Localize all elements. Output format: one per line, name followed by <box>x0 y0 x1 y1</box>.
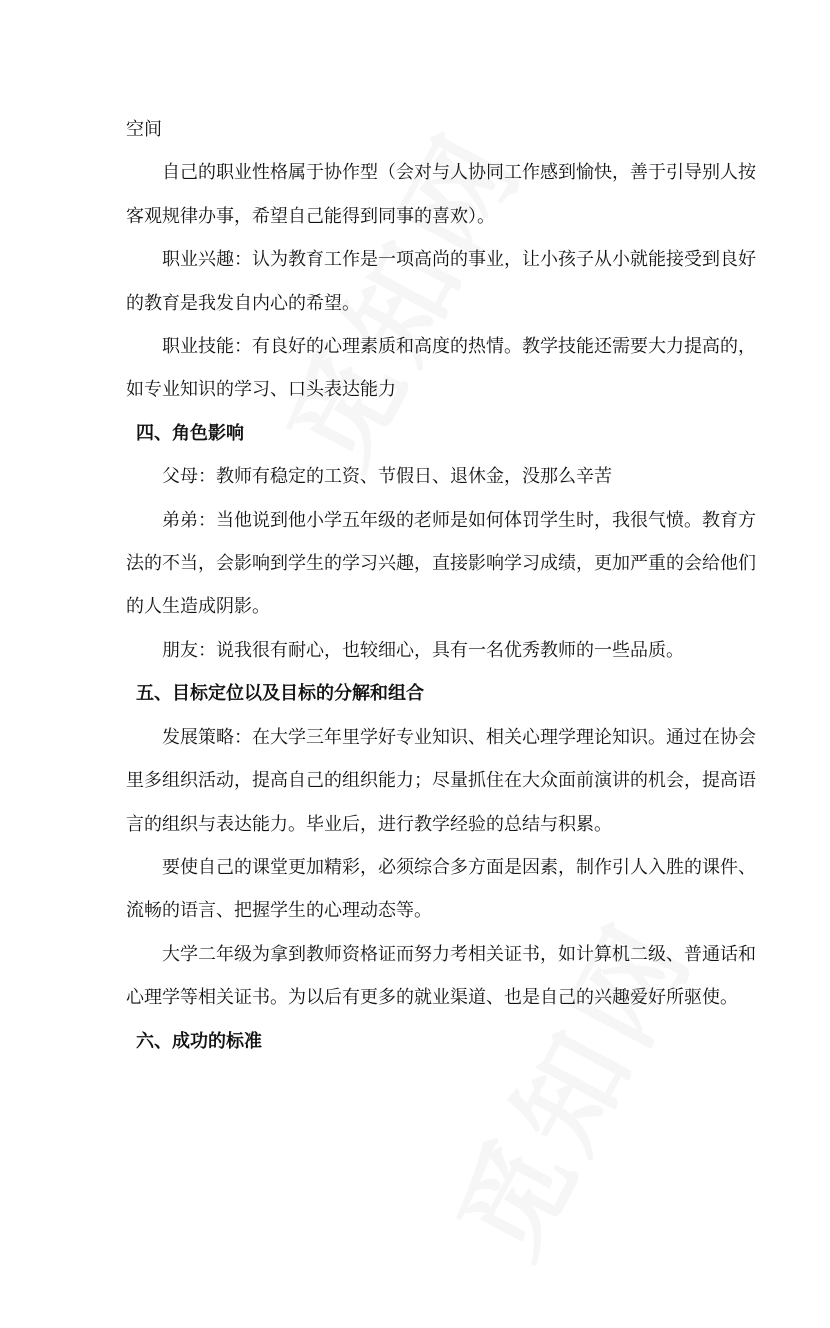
text-line: 的教育是我发自内心的希望。 <box>126 292 360 314</box>
text-line: 流畅的语言、把握学生的心理动态等。 <box>126 900 432 922</box>
section-heading: 六、成功的标准 <box>136 1030 262 1052</box>
text-line: 心理学等相关证书。为以后有更多的就业渠道、也是自己的兴趣爱好所驱使。 <box>126 987 738 1009</box>
paragraph-line: 自己的职业性格属于协作型（会对与人协同工作感到愉快，善于引导别人按 <box>162 162 756 184</box>
paragraph-line: 父母：教师有稳定的工资、节假日、退休金，没那么辛苦 <box>162 466 612 488</box>
paragraph-line: 大学二年级为拿到教师资格证而努力考相关证书，如计算机二级、普通话和 <box>162 943 756 965</box>
text-line: 如专业知识的学习、口头表达能力 <box>126 379 396 401</box>
document-body <box>126 108 756 1063</box>
text-line: 言的组织与表达能力。毕业后，进行教学经验的总结与积累。 <box>126 813 612 835</box>
paragraph-line: 朋友：说我很有耐心，也较细心，具有一名优秀教师的一些品质。 <box>162 639 684 661</box>
paragraph-line: 职业技能：有良好的心理素质和高度的热情。教学技能还需要大力提高的， <box>162 336 756 358</box>
text-line: 空间 <box>126 119 162 140</box>
text-line: 的人生造成阴影。 <box>126 596 270 618</box>
paragraph-line: 发展策略：在大学三年里学好专业知识、相关心理学理论知识。通过在协会 <box>162 726 756 748</box>
text-line: 客观规律办事，希望自己能得到同事的喜欢）。 <box>126 205 495 227</box>
section-heading: 五、目标定位以及目标的分解和组合 <box>136 683 424 705</box>
paragraph-line: 弟弟：当他说到他小学五年级的老师是如何体罚学生时，我很气愤。教育方 <box>162 509 756 531</box>
paragraph-line: 要使自己的课堂更加精彩，必须综合多方面是因素，制作引人入胜的课件、 <box>162 856 756 878</box>
section-heading: 四、角色影响 <box>136 422 244 444</box>
text-line: 法的不当，会影响到学生的学习兴趣，直接影响学习成绩，更加严重的会给他们 <box>126 553 756 575</box>
paragraph-line: 职业兴趣：认为教育工作是一项高尚的事业，让小孩子从小就能接受到良好 <box>162 249 756 271</box>
text-line: 里多组织活动，提高自己的组织能力；尽量抓住在大众面前演讲的机会，提高语 <box>126 770 756 792</box>
